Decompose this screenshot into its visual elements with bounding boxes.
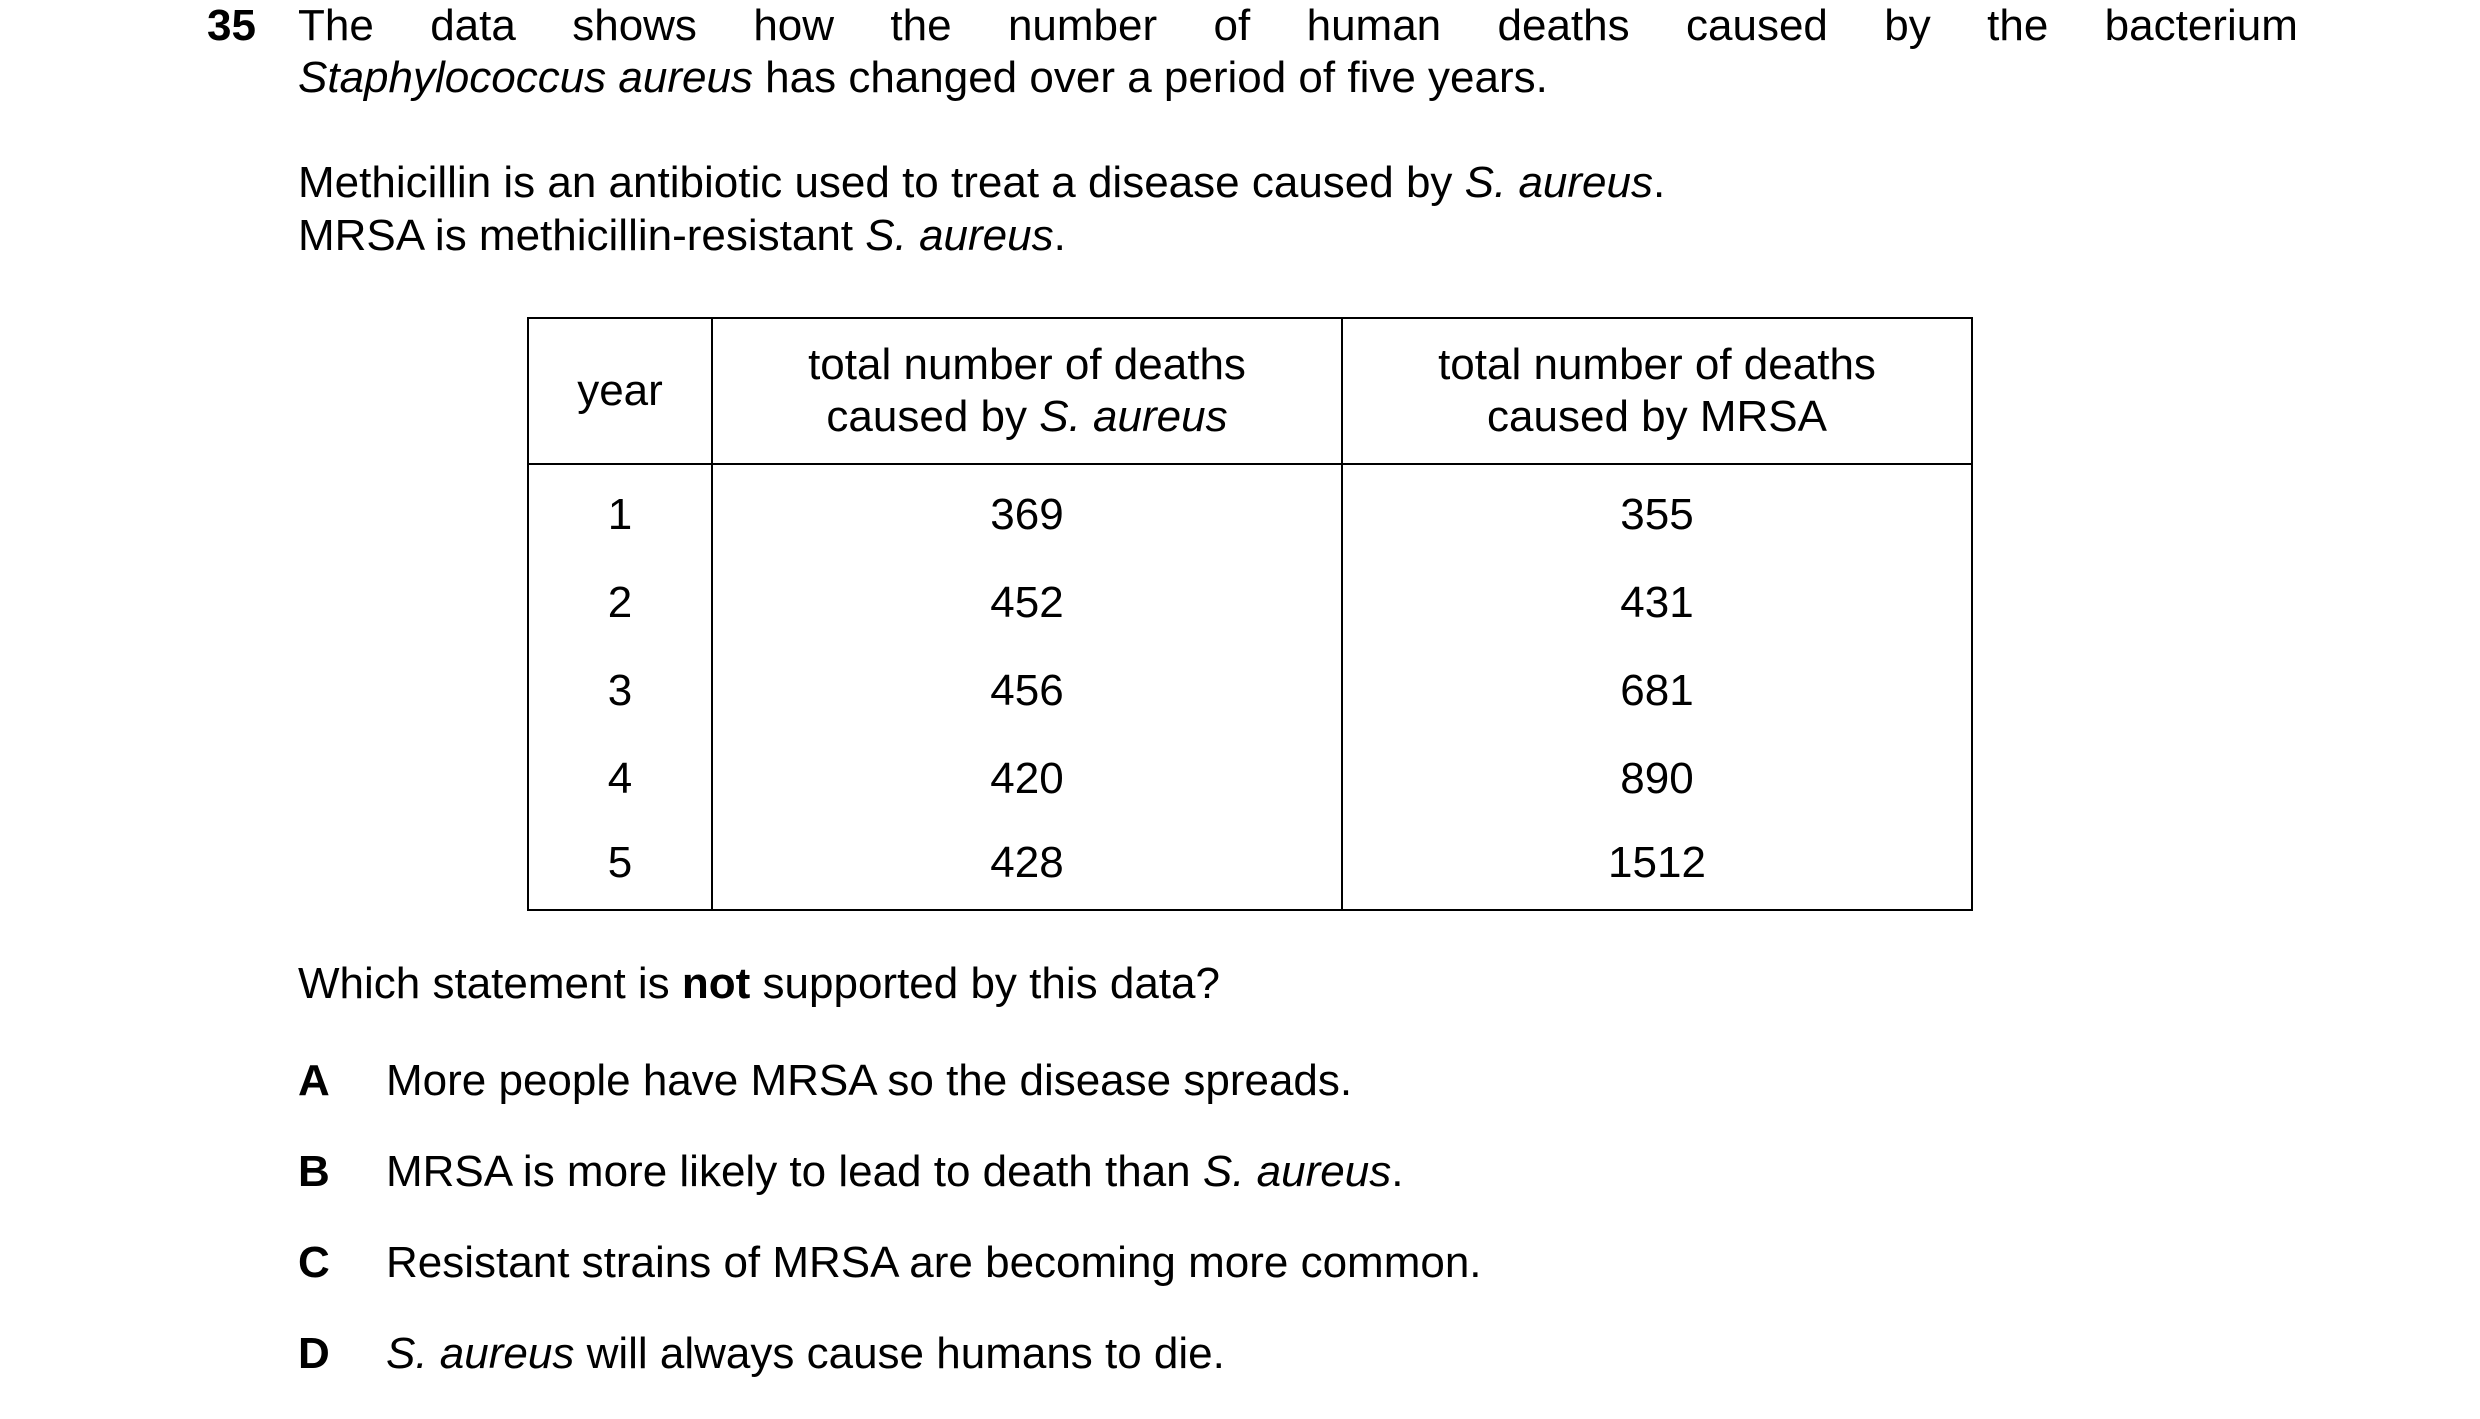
- header-mrsa-deaths: total number of deaths caused by MRSA: [1342, 318, 1972, 464]
- table-row: [528, 823, 1972, 910]
- cell-year: 2: [528, 559, 712, 647]
- cell-year: 3: [528, 647, 712, 735]
- cell-year: 1: [528, 464, 712, 559]
- methicillin-info: [298, 157, 1665, 209]
- prompt-emphasis: not: [681, 959, 751, 1008]
- option-letter: D: [298, 1329, 330, 1378]
- species-name: S. aureus: [865, 211, 1054, 260]
- option-text: S. aureus will always cause humans to die.: [386, 1329, 1225, 1378]
- header-year: year: [528, 318, 712, 464]
- stem-word: shows: [572, 1, 697, 50]
- cell-mrsa: 355: [1342, 464, 1972, 559]
- stem-word: number: [1007, 1, 1158, 50]
- prompt-text: supported by this data?: [750, 959, 1220, 1008]
- species-name: S. aureus: [1464, 158, 1653, 207]
- question-number: 35: [207, 1, 256, 50]
- option-letter: C: [298, 1238, 330, 1287]
- cell-mrsa: 890: [1342, 735, 1972, 823]
- cell-s-aureus: 456: [712, 647, 1342, 735]
- table-row: [528, 559, 1972, 647]
- stem-word: the: [890, 1, 952, 50]
- question-stem-line-2: [298, 52, 1548, 104]
- header-s-aureus-deaths: total number of deaths caused by S. aureus: [712, 318, 1342, 464]
- option-text: More people have MRSA so the disease spreads.: [386, 1056, 1353, 1105]
- prompt-text: Which statement is: [298, 959, 682, 1008]
- stem-word: how: [753, 1, 835, 50]
- question-prompt: [298, 958, 1220, 1010]
- stem-word: human: [1306, 1, 1442, 50]
- table-row: [528, 735, 1972, 823]
- cell-mrsa: 1512: [1342, 823, 1972, 910]
- cell-s-aureus: 420: [712, 735, 1342, 823]
- stem-text: has changed over a period of five years.: [752, 53, 1548, 102]
- info-text: Methicillin is an antibiotic used to treat a disease caused by: [298, 158, 1465, 207]
- stem-word: the: [1987, 1, 2049, 50]
- table-row: [528, 464, 1972, 559]
- option-letter: B: [298, 1147, 330, 1196]
- option-text: Resistant strains of MRSA are becoming more common.: [386, 1238, 1482, 1287]
- cell-year: 4: [528, 735, 712, 823]
- species-name: Staphylococcus aureus: [298, 53, 753, 102]
- cell-s-aureus: 369: [712, 464, 1342, 559]
- stem-word: of: [1213, 1, 1251, 50]
- stem-word: The: [298, 1, 374, 50]
- question-stem-line-1: [298, 0, 2298, 52]
- cell-year: 5: [528, 823, 712, 910]
- table-row: [528, 647, 1972, 735]
- info-punct: .: [1653, 158, 1666, 207]
- stem-word: bacterium: [2104, 1, 2298, 50]
- cell-mrsa: 431: [1342, 559, 1972, 647]
- mrsa-info: [298, 210, 1066, 262]
- table-header-row: [528, 318, 1972, 464]
- option-text: MRSA is more likely to lead to death than S. aureus.: [386, 1147, 1404, 1196]
- cell-mrsa: 681: [1342, 647, 1972, 735]
- cell-s-aureus: 452: [712, 559, 1342, 647]
- stem-word: data: [430, 1, 516, 50]
- stem-word: caused: [1686, 1, 1828, 50]
- stem-word: by: [1884, 1, 1931, 50]
- cell-s-aureus: 428: [712, 823, 1342, 910]
- stem-word: deaths: [1497, 1, 1630, 50]
- option-letter: A: [298, 1056, 330, 1105]
- info-punct: .: [1053, 211, 1066, 260]
- info-text: MRSA is methicillin-resistant: [298, 211, 866, 260]
- deaths-table: [527, 317, 1973, 911]
